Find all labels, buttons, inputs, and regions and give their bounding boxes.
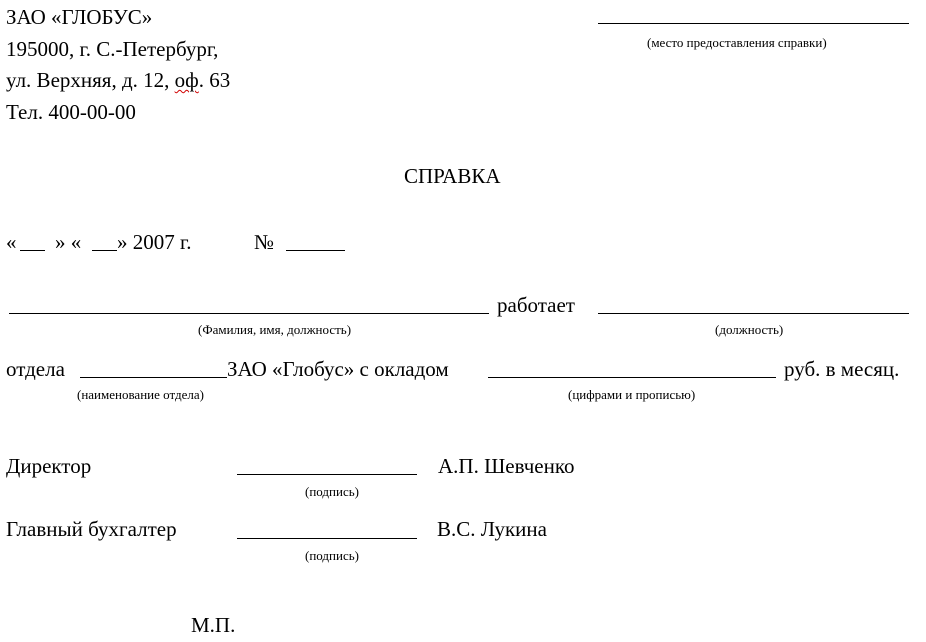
position-blank[interactable] [598, 313, 909, 314]
date-open-quote: « [6, 230, 17, 254]
director-title: Директор [6, 454, 92, 478]
department-label: отдела [6, 357, 65, 381]
address-office-abbrev: оф [174, 68, 199, 92]
date-month-blank[interactable] [92, 250, 117, 251]
address-street-pre: ул. Верхняя, д. 12, [6, 68, 175, 92]
works-label: работает [497, 293, 575, 317]
accountant-title: Главный бухгалтер [6, 517, 177, 541]
date-day-blank[interactable] [20, 250, 45, 251]
director-signature-blank[interactable] [237, 474, 417, 475]
phone: Тел. 400-00-00 [6, 100, 136, 124]
director-name: А.П. Шевченко [438, 454, 575, 478]
date-mid-quotes: » « [55, 230, 82, 254]
employee-name-blank[interactable] [9, 313, 489, 314]
place-blank-line[interactable] [598, 23, 909, 24]
caption-position: (должность) [715, 322, 784, 337]
accountant-signature-caption: (подпись) [305, 548, 359, 563]
company-salary-label: ЗАО «Глобус» с окладом [227, 357, 449, 381]
accountant-name: В.С. Лукина [437, 517, 547, 541]
date-year: » 2007 г. [117, 230, 192, 254]
address-street-post: . 63 [198, 68, 231, 92]
document-title: СПРАВКА [404, 164, 501, 188]
accountant-signature-blank[interactable] [237, 538, 417, 539]
address-street [6, 68, 230, 92]
stamp-place: М.П. [191, 613, 236, 637]
company-name: ЗАО «ГЛОБУС» [6, 5, 153, 29]
caption-salary-amount: (цифрами и прописью) [568, 387, 696, 402]
per-month-label: руб. в месяц. [784, 357, 900, 381]
director-signature-caption: (подпись) [305, 484, 359, 499]
department-blank[interactable] [80, 377, 227, 378]
number-blank[interactable] [286, 250, 345, 251]
salary-blank[interactable] [488, 377, 776, 378]
caption-department: (наименование отдела) [77, 387, 204, 402]
caption-employee-name: (Фамилия, имя, должность) [198, 322, 352, 337]
number-sign: № [254, 230, 275, 254]
place-caption: (место предоставления справки) [647, 35, 827, 50]
address-city: 195000, г. С.-Петербург, [6, 37, 219, 61]
